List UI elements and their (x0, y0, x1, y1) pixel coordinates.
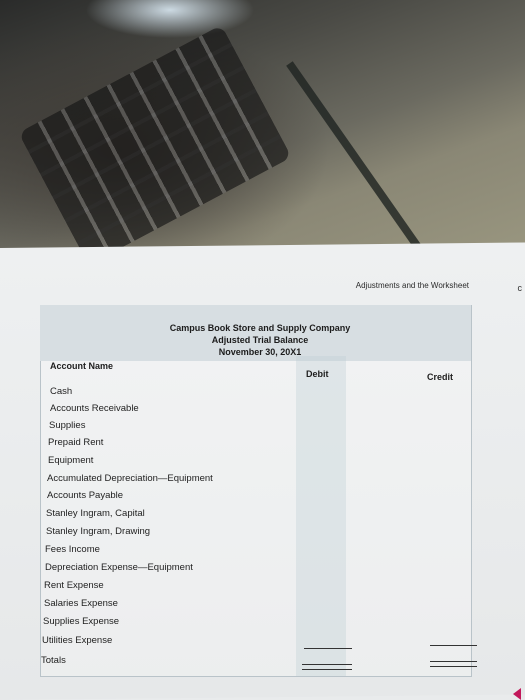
account-name: Utilities Expense (42, 635, 113, 646)
page-marker-arrow (513, 688, 521, 700)
debit-column-shade (296, 356, 346, 676)
account-name: Accumulated Depreciation—Equipment (47, 473, 213, 484)
debit-sum-rule (304, 648, 352, 649)
credit-total-double-rule (430, 661, 477, 667)
keyboard-image (18, 25, 291, 265)
account-name: Supplies Expense (43, 616, 120, 627)
column-header-credit: Credit (427, 372, 454, 382)
page-header: Adjustments and the Worksheet (355, 281, 469, 290)
column-header-debit: Debit (306, 369, 329, 379)
account-name: Cash (50, 386, 73, 397)
column-header-account: Account Name (50, 361, 114, 371)
account-name: Salaries Expense (44, 598, 118, 609)
account-name: Rent Expense (44, 580, 104, 591)
background-photo (0, 0, 525, 262)
statement-name: Adjusted Trial Balance (211, 335, 309, 345)
account-name: Stanley Ingram, Drawing (46, 526, 151, 537)
account-name: Accounts Payable (47, 490, 124, 501)
account-name: Equipment (48, 455, 94, 466)
debit-total-double-rule (302, 664, 352, 670)
statement-date: November 30, 20X1 (218, 347, 302, 357)
account-name: Accounts Receivable (50, 403, 139, 414)
credit-sum-rule (430, 645, 477, 646)
account-name: Stanley Ingram, Capital (46, 508, 145, 519)
account-name: Fees Income (45, 544, 100, 555)
account-name: Depreciation Expense—Equipment (45, 562, 193, 573)
account-name: Supplies (49, 420, 86, 431)
statement-title (160, 322, 360, 358)
corner-letter: c (517, 283, 522, 293)
totals-label: Totals (41, 655, 66, 666)
account-name: Prepaid Rent (48, 437, 104, 448)
company-name: Campus Book Store and Supply Company (169, 323, 351, 333)
